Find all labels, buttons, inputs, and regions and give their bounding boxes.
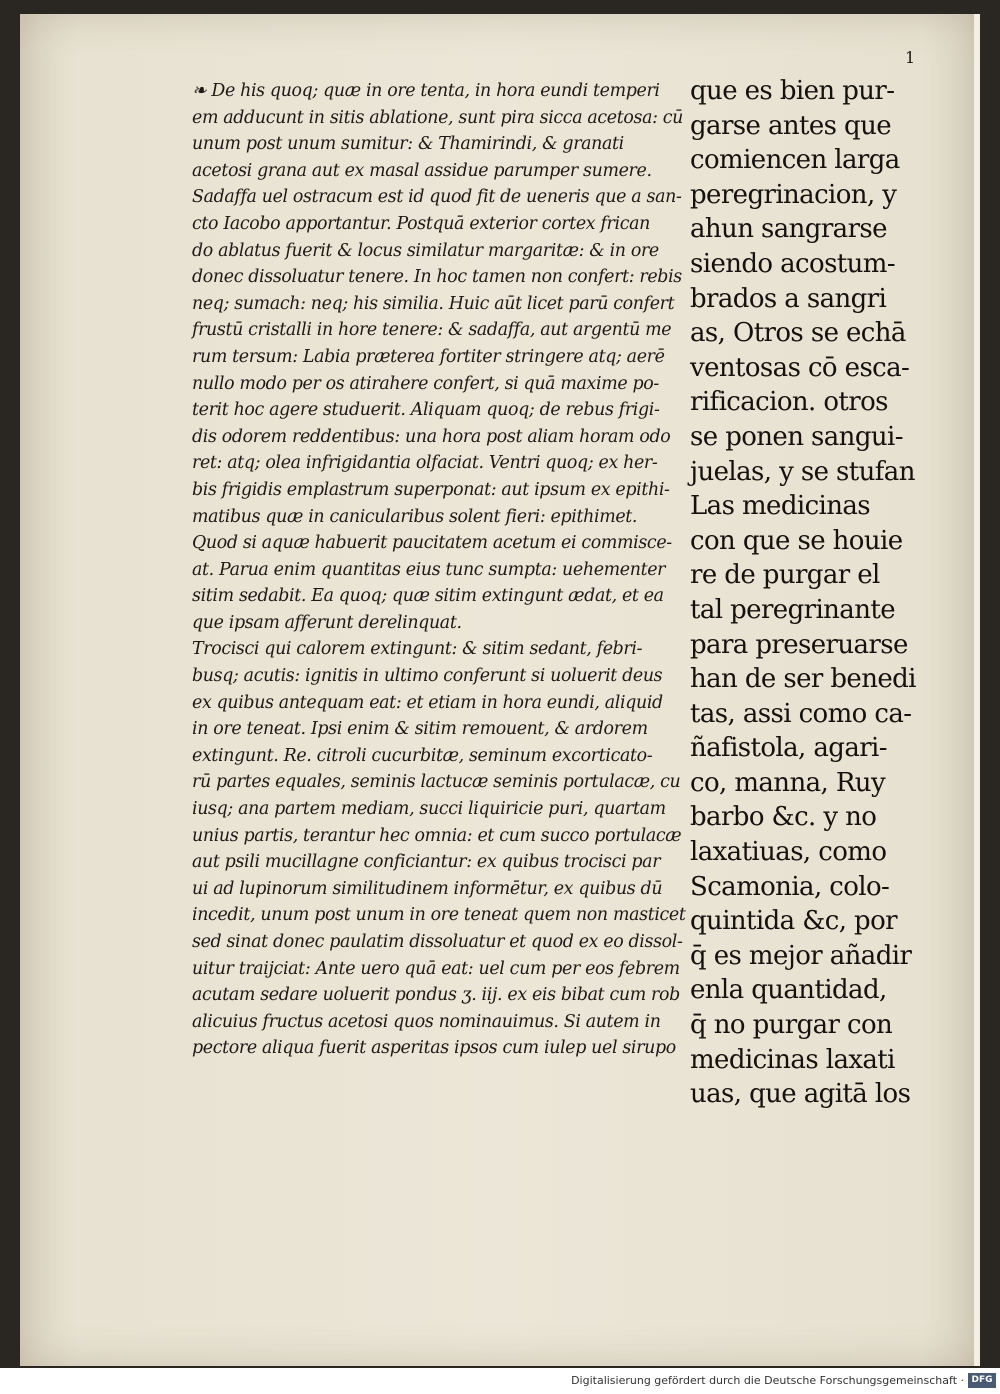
latin-text-line: ret: atq; olea infrigidantia olfaciat. Ventri quoq; ex her-: [192, 453, 658, 474]
latin-text-line: nullo modo per os atirahere confert, si quā maxime po-: [192, 373, 659, 394]
spanish-text-line: garse antes que: [690, 110, 892, 141]
spanish-text-line: q̄ no purgar con: [690, 1010, 893, 1041]
spanish-text-line: se ponen sangui-: [690, 421, 903, 452]
latin-text-line: terit hoc agere studuerit. Aliquam quoq; de rebus frigi-: [192, 400, 660, 421]
latin-text-line: sitim sedabit. Ea quoq; quæ sitim extingunt ædat, et ea: [192, 586, 664, 607]
latin-text-line: rum tersum: Labia præterea fortiter stringere atq; aerē: [192, 346, 665, 367]
spanish-text-line: as, Otros se echā: [690, 318, 906, 349]
spanish-text-line: Scamonia, colo-: [690, 871, 890, 902]
latin-text-line: bis frigidis emplastrum superponat: aut ipsum ex epithi-: [192, 479, 670, 500]
latin-text-line: iusq; ana partem mediam, succi liquiricie puri, quartam: [192, 799, 666, 820]
spanish-text-line: re de purgar el: [690, 560, 880, 591]
latin-text-line: aut psili mucillagne conficiantur: ex quibus trocisci par: [192, 852, 661, 873]
spanish-text-line: comiencen larga: [690, 145, 900, 176]
page-edge: [974, 14, 980, 1366]
spanish-text-line: para preseruarse: [690, 629, 908, 660]
latin-text-line: Quod si aquæ habuerit paucitatem acetum ei commisce-: [192, 533, 672, 554]
spanish-text-line: quintida &c, por: [690, 906, 897, 937]
latin-text-line: sed sinat donec paulatim dissoluatur et quod ex eo dissol-: [192, 932, 683, 952]
latin-text-column: [192, 78, 692, 1062]
spanish-text-line: medicinas laxati: [690, 1044, 895, 1075]
latin-text-line: rū partes equales, seminis lactucæ seminis portulacæ, cu: [192, 772, 681, 793]
spanish-text-line: ventosas cō esca-: [690, 352, 910, 383]
latin-text-line: dis odorem reddentibus: una hora post aliam horam odo: [192, 426, 671, 447]
spanish-text-line: laxatiuas, como: [690, 837, 887, 868]
latin-text-line: alicuius fructus acetosi quos nominauimus. Si autem in: [192, 1011, 661, 1032]
spanish-text-line: peregrinacion, y: [690, 179, 897, 210]
spanish-text-line: tal peregrinante: [690, 594, 895, 625]
spanish-text-line: con que se houie: [690, 525, 903, 556]
latin-text-line: cto Iacobo apportantur. Postquā exterior cortex frican: [192, 213, 650, 234]
latin-text-line: ui ad lupinorum similitudinem informētur, ex quibus dū: [192, 878, 663, 899]
spanish-text-line: enla quantidad,: [690, 975, 887, 1006]
latin-text-line: incedit, unum post unum in ore teneat quem non masticet: [192, 905, 686, 926]
latin-text-line: ex quibus antequam eat: et etiam in hora eundi, aliquid: [192, 692, 663, 713]
latin-text-line: extingunt. Re. citroli cucurbitæ, seminum excorticato-: [192, 745, 653, 766]
spanish-text-line: q̄ es mejor añadir: [690, 940, 912, 971]
spanish-text-line: ahun sangrarse: [690, 214, 887, 245]
folio-number: 1: [905, 48, 916, 67]
spanish-text-line: siendo acostum-: [690, 248, 896, 279]
latin-text-line: Trocisci qui calorem extingunt: & sitim sedant, febri-: [192, 639, 643, 660]
spanish-text-line: ñafistola, agari-: [690, 733, 887, 764]
latin-text-line: pectore aliqua fuerit asperitas ipsos cum iulep uel sirupo: [192, 1038, 676, 1059]
spanish-text-line: barbo &c. y no: [690, 802, 877, 833]
latin-text-line: uitur traijciat: Ante uero quā eat: uel cum per eos febrem: [192, 958, 680, 979]
latin-text-line: unum post unum sumitur: & Thamirindi, & granati: [192, 134, 624, 155]
spanish-text-line: rificacion. otros: [690, 387, 888, 418]
latin-text-line: em adducunt in sitis ablatione, sunt pira sicca acetosa: cū: [192, 107, 684, 128]
spanish-text-line: han de ser benedi: [690, 664, 916, 695]
latin-text-line: ❧ De his quoq; quæ in ore tenta, in hora eundi temperi: [192, 81, 660, 101]
spanish-text-column: [690, 74, 940, 1112]
latin-text-line: neq; sumach: neq; his similia. Huic aūt licet parū confert: [192, 293, 675, 314]
spanish-text-line: Las medicinas: [690, 491, 871, 522]
digitization-credit: Digitalisierung gefördert durch die Deutsche Forschungsgemeinschaft ·: [571, 1374, 964, 1387]
spanish-text-line: uas, que agitā los: [690, 1079, 911, 1110]
spanish-text-line: que es bien pur-: [690, 76, 895, 106]
latin-text-line: in ore teneat. Ipsi enim & sitim remouent, & ardorem: [192, 719, 648, 740]
latin-text-line: at. Parua enim quantitas eius tunc sumpta: uehementer: [192, 559, 666, 580]
latin-text-line: acutam sedare uoluerit pondus ʒ. iij. ex eis bibat cum rob: [192, 985, 680, 1006]
spanish-text-line: co, manna, Ruy: [690, 767, 886, 798]
latin-text-line: unius partis, terantur hec omnia: et cum succo portulacæ: [192, 825, 682, 846]
latin-text-line: que ipsam afferunt derelinquat.: [192, 612, 462, 633]
latin-text-line: frustū cristalli in hore tenere: & sadaffa, aut argentū me: [192, 320, 672, 341]
dfg-logo: DFG: [968, 1373, 996, 1388]
latin-text-line: acetosi grana aut ex masal assidue parumper sumere.: [192, 160, 652, 181]
footer-bar: [0, 1368, 1000, 1394]
latin-text-line: donec dissoluatur tenere. In hoc tamen non confert: rebis: [192, 267, 682, 288]
latin-text-line: do ablatus fuerit & locus similatur margaritæ: & in ore: [192, 240, 659, 261]
spanish-text-line: tas, assi como ca-: [690, 698, 912, 729]
spanish-text-line: brados a sangri: [690, 283, 887, 314]
spanish-text-line: juelas, y se stufan: [690, 456, 915, 487]
latin-text-line: busq; acutis: ignitis in ultimo conferunt si uoluerit deus: [192, 666, 663, 687]
latin-text-line: Sadaffa uel ostracum est id quod fit de ueneris que a san-: [192, 187, 682, 208]
latin-text-line: matibus quæ in canicularibus solent fieri: epithimet.: [192, 506, 638, 527]
